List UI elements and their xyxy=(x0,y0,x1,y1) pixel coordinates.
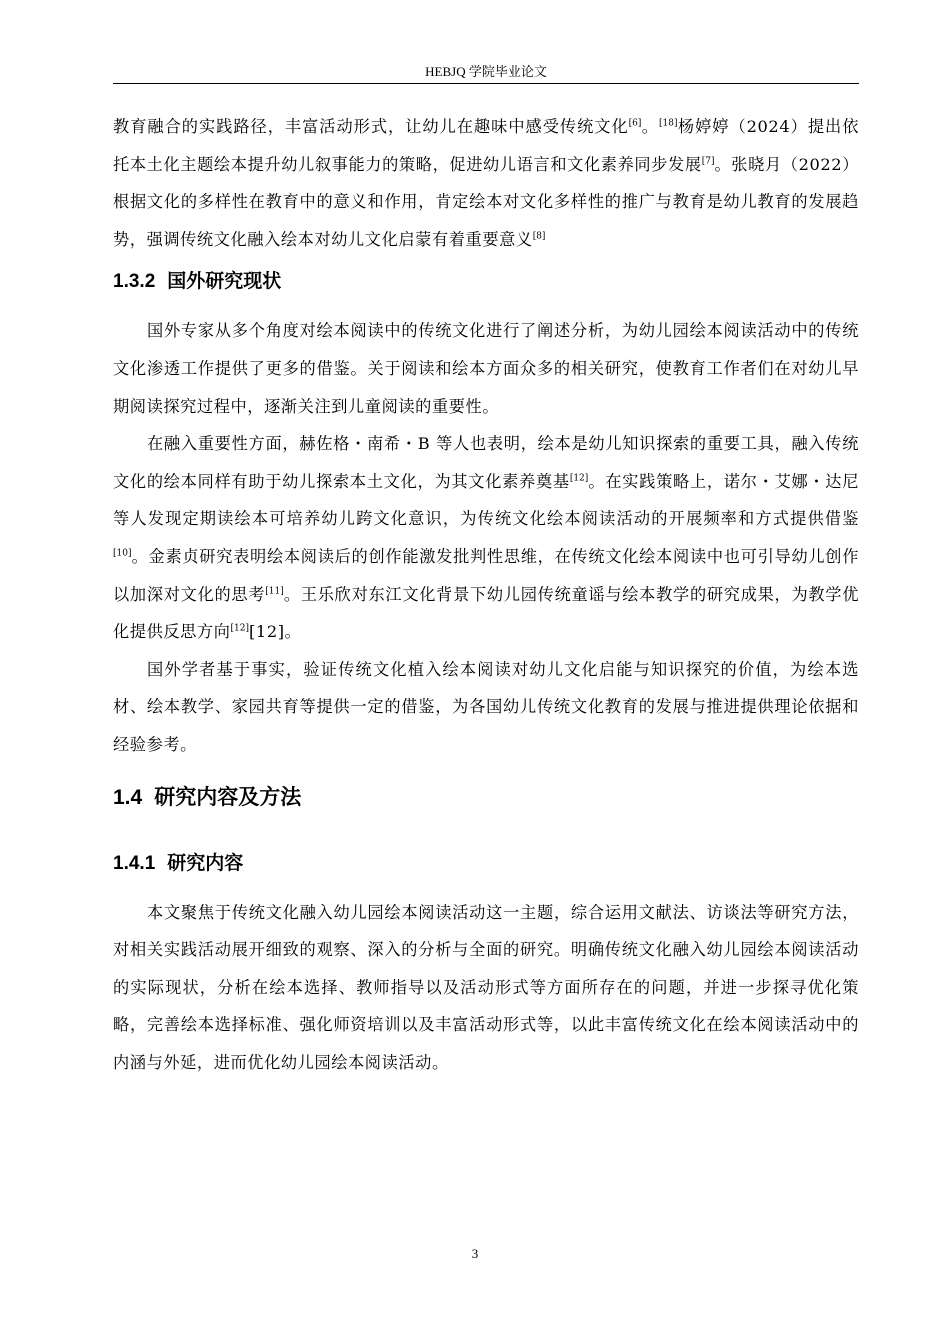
paragraph-text: 杨婷婷（2024）提出依托本土化主题绘本提升幼儿叙事能力的策略，促进幼儿语言和文化素养同步发展 xyxy=(113,117,859,174)
section-heading-1-3-2 xyxy=(113,266,859,297)
section-number: 1.4 xyxy=(113,785,143,809)
paragraph-text: [12]。 xyxy=(249,622,302,642)
citation: [8] xyxy=(532,231,546,242)
section-heading-1-4-1 xyxy=(113,848,859,879)
page-number: 3 xyxy=(471,1246,479,1261)
paragraph-domestic-continued xyxy=(113,108,859,258)
paragraph-text: 。在实践策略上，诺尔・艾娜・达尼等人发现定期读绘本可培养幼儿跨文化意识，为传统文化绘本阅读活动的开展频率和方式提供借鉴 xyxy=(113,471,859,529)
paragraph-text: 。王乐欣对东江文化背景下幼儿园传统童谣与绘本教学的研究成果，为教学优化提供反思方向 xyxy=(113,584,859,642)
citation: [18] xyxy=(659,118,678,129)
page-footer xyxy=(0,1246,950,1262)
paragraph-research-content: 本文聚焦于传统文化融入幼儿园绘本阅读活动这一主题，综合运用文献法、访谈法等研究方法，对相关实践活动展开细致的观察、深入的分析与全面的研究。明确传统文化融入幼儿园绘本阅读活动的实际现状，分析在绘本选择、教师指导以及活动形式等方面所存在的问题，并进一步探寻优化策略，完善绘本选择标准、强化师资培训以及丰富活动形式等，以此丰富传统文化在绘本阅读活动中的内涵与外延，进而优化幼儿园绘本阅读活动。 xyxy=(113,902,859,1072)
paragraph-foreign-overview: 国外专家从多个角度对绘本阅读中的传统文化进行了阐述分析，为幼儿园绘本阅读活动中的传统文化渗透工作提供了更多的借鉴。关于阅读和绘本方面众多的相关研究，使教育工作者们在对幼儿早期阅读探究过程中，逐渐关注到儿童阅读的重要性。 xyxy=(113,321,859,416)
citation: [6] xyxy=(628,118,642,129)
citation: [10] xyxy=(113,548,132,559)
paragraph-text: 。 xyxy=(641,117,659,136)
section-title: 研究内容及方法 xyxy=(154,784,302,809)
paragraph-foreign-summary: 国外学者基于事实，验证传统文化植入绘本阅读对幼儿文化启能与知识探究的价值，为绘本选材、绘本教学、家园共育等提供一定的借鉴，为各国幼儿传统文化教育的发展与推进提供理论依据和经验参考。 xyxy=(113,659,859,754)
citation: [7] xyxy=(701,156,715,167)
section-title: 研究内容 xyxy=(167,851,244,874)
header-title: HEBJQ 学院毕业论文 xyxy=(425,64,547,79)
page-header xyxy=(113,61,859,84)
paragraph-foreign-studies xyxy=(113,425,859,651)
section-heading-1-4 xyxy=(113,781,859,814)
paragraph-text: 在融入重要性方面，赫佐格・南希・B 等人也表明，绘本是幼儿知识探索的重要工具，融入传统文化的绘本同样有助于幼儿探索本土文化，为其文化素养奠基 xyxy=(113,434,859,491)
page-body xyxy=(113,108,859,1081)
paragraph-text: 。张晓月（2022）根据文化的多样性在教育中的意义和作用，肯定绘本对文化多样性的推广与教育是幼儿教育的发展趋势，强调传统文化融入绘本对幼儿文化启蒙有着重要意义 xyxy=(113,154,860,249)
section-title: 国外研究现状 xyxy=(167,270,282,293)
section-number: 1.4.1 xyxy=(113,852,156,874)
citation: [11] xyxy=(265,586,284,597)
citation: [12] xyxy=(230,623,249,634)
paragraph-text: 教育融合的实践路径，丰富活动形式，让幼儿在趣味中感受传统文化 xyxy=(113,117,629,136)
paragraph-text: 。金素贞研究表明绘本阅读后的创作能激发批判性思维，在传统文化绘本阅读中也可引导幼儿创作以加深对文化的思考 xyxy=(113,546,859,604)
section-number: 1.3.2 xyxy=(113,271,156,293)
citation: [12] xyxy=(569,473,589,484)
